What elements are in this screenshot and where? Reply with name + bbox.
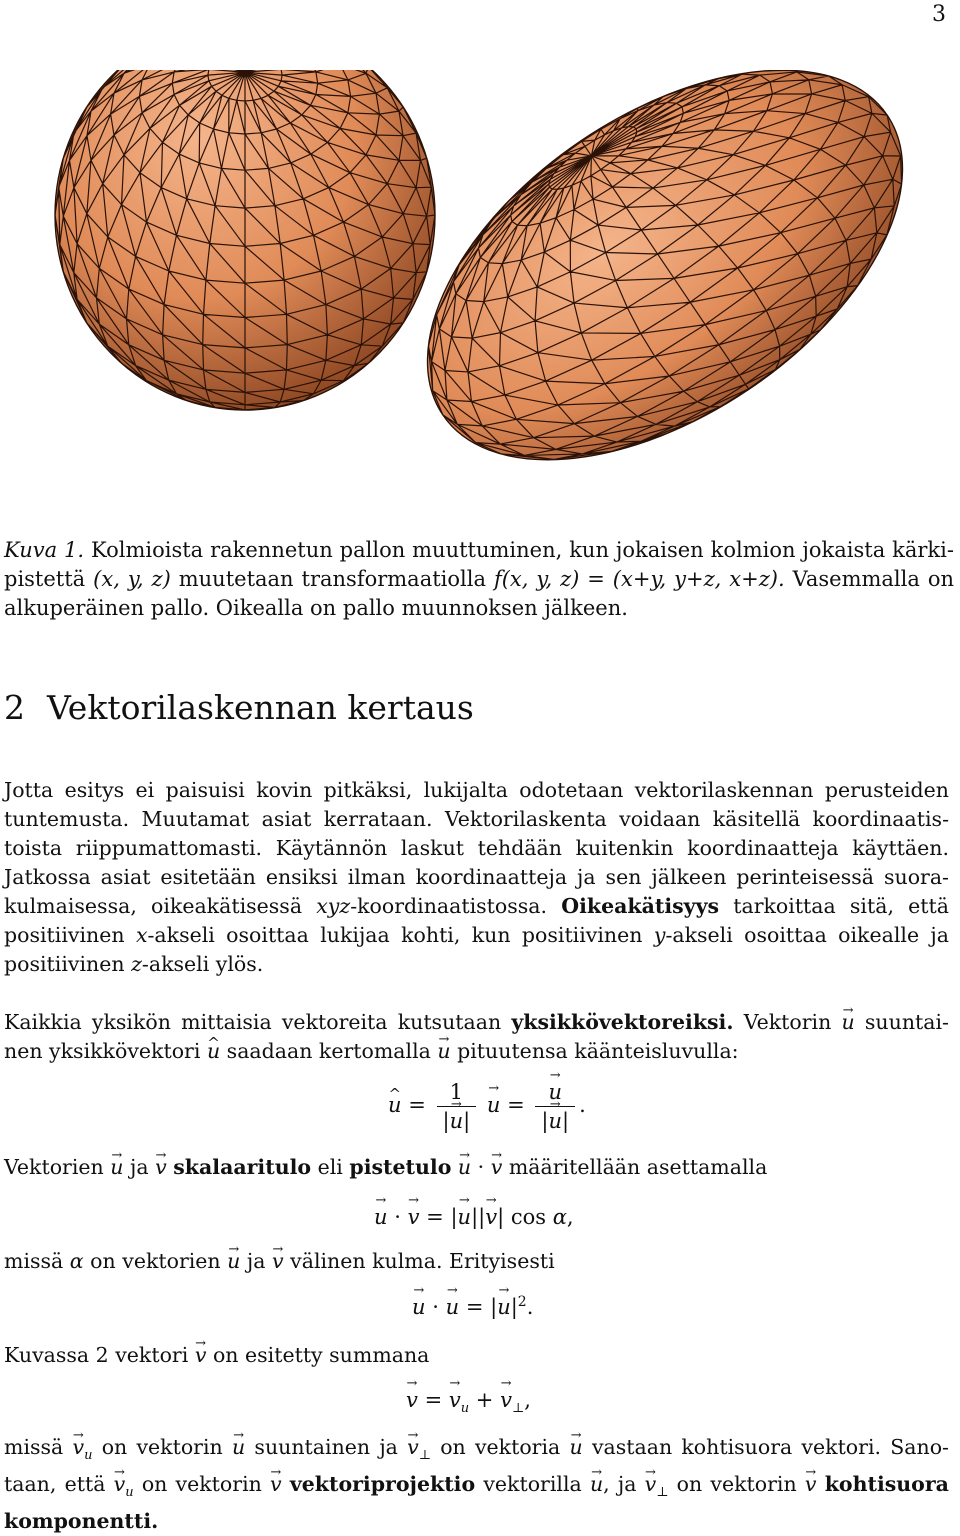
caption-text: muutetaan transformaatiolla — [178, 567, 486, 591]
alpha: α — [69, 1249, 84, 1273]
original-sphere — [55, 70, 435, 410]
equation-unit-vector — [388, 1080, 586, 1133]
caption-math: (x, y, z) — [93, 567, 171, 591]
text: vektorilla — [483, 1472, 582, 1497]
text: suuntainen ja — [254, 1435, 398, 1459]
vector-v: → v — [407, 1433, 419, 1462]
text: missä — [4, 1249, 64, 1273]
period: . — [526, 1295, 534, 1319]
text: on vektorin — [101, 1435, 223, 1459]
dot-operator: · — [477, 1155, 485, 1179]
vector-u: → u — [412, 1295, 426, 1319]
subscript-perp: ⊥ — [511, 1401, 525, 1417]
denominator: |→ u| — [437, 1106, 477, 1133]
plus: + — [475, 1388, 494, 1412]
vector-v: → v — [500, 1388, 512, 1412]
vector-u: → u — [842, 1008, 855, 1037]
equation-decomposition — [406, 1388, 531, 1416]
text: välinen kulma. Erityisesti — [290, 1249, 555, 1273]
term-bold: yksikkövektoreiksi. — [511, 1010, 734, 1034]
subscript-u: u — [460, 1401, 470, 1417]
figure-sphere-and-ellipsoid — [0, 70, 960, 510]
text: -akseli osoittaa oikealle ja positiivinen — [4, 923, 949, 976]
section-heading — [4, 688, 474, 727]
mesh-lines — [55, 70, 435, 410]
text: -koordinaatistossa. — [350, 894, 548, 918]
comma: , — [566, 1205, 574, 1229]
text: , ja — [603, 1472, 637, 1497]
dot-operator: · — [394, 1205, 401, 1229]
unit-vector-u-hat: ^ u — [207, 1037, 220, 1066]
paragraph-angle — [4, 1247, 949, 1276]
text: vastaan kohtisuora vektori. Sano-taan, että — [4, 1435, 949, 1497]
period: . — [579, 1093, 586, 1117]
vector-v: → v — [805, 1470, 817, 1499]
text: on vektorin — [141, 1472, 262, 1497]
vector-v: → v — [491, 1153, 503, 1182]
text: on vektoria — [440, 1435, 561, 1459]
text: suuntai-nen yksikkövektori — [4, 1010, 949, 1063]
vector-u: → u — [227, 1247, 240, 1276]
text: Vektorien — [4, 1155, 104, 1179]
caption-label: Kuva 1. — [4, 538, 85, 562]
subscript-u: u — [125, 1485, 134, 1501]
section-number: 2 — [4, 688, 25, 727]
paragraph-sum — [4, 1341, 949, 1370]
vector-v: → v — [155, 1153, 167, 1182]
paragraph-intro — [4, 776, 949, 979]
vector-u: → u — [232, 1433, 245, 1462]
transformed-ellipsoid — [359, 70, 960, 510]
math: x — [135, 923, 148, 947]
vector-v: → v — [114, 1470, 126, 1499]
vector-u: → u — [446, 1295, 460, 1319]
text: missä — [4, 1435, 64, 1459]
text: on vektorien — [90, 1249, 221, 1273]
text: Vektorin — [743, 1010, 832, 1034]
math: y — [653, 923, 666, 947]
text: ja — [130, 1155, 149, 1179]
vector-v: → v — [73, 1433, 85, 1462]
subscript-u: u — [84, 1448, 93, 1464]
term-bold: vektoriprojektio — [289, 1472, 476, 1497]
alpha: α — [552, 1205, 567, 1229]
figure-canvas — [0, 70, 960, 510]
text: Jotta esitys ei paisuisi kovin pitkäksi, lukijalta odotetaan vektorilaskennan perusteiden tuntemusta. Muutamat asiat kerrataan. Vektorilaskenta voidaan käsitellä koordinaatis-toista riippumattomasti. Käytännön laskut tehdään kuitenkin koordinaatteja käyttäen. Jatkossa asiat esitetään ensiksi ilman koordinaatteja ja sen jälkeen perinteisessä suora-kulmaisessa, oikeakätisessä — [4, 778, 949, 918]
equation-norm-squared: → u · → u = |→ $u|^2$. — [412, 1294, 533, 1319]
text: tarkoittaa sitä, että positiivinen — [4, 894, 949, 947]
term-bold: skalaaritulo — [173, 1155, 312, 1179]
subscript-perp: ⊥ — [656, 1485, 669, 1501]
vector-u: → u — [590, 1470, 603, 1499]
text: on vektorin — [676, 1472, 797, 1497]
vector-v: → v — [272, 1247, 284, 1276]
fraction — [437, 1080, 477, 1133]
comma: , — [524, 1388, 531, 1412]
caption-text: Vasemmalla on alkuperäinen pallo. Oikealla on pallo muunnoksen jälkeen. — [4, 567, 954, 620]
caption-math: f(x, y, z) = (x+y, y+z, x+z). — [493, 567, 785, 591]
vector-u: → u — [450, 1109, 464, 1133]
denominator: |→ u| — [535, 1106, 575, 1133]
vector-v: → v — [485, 1205, 497, 1229]
vector-v: → v — [195, 1341, 207, 1370]
vector-v: → v — [645, 1470, 657, 1499]
cos: cos — [510, 1205, 547, 1229]
math: xyz — [316, 894, 351, 918]
equals: = — [426, 1205, 444, 1229]
equals: = — [507, 1093, 525, 1117]
equals: = — [424, 1388, 443, 1412]
equals: = — [465, 1295, 484, 1319]
text: Kuvassa 2 vektori — [4, 1343, 189, 1367]
text: ja — [246, 1249, 266, 1273]
vector-u: → u — [110, 1153, 123, 1182]
vector-u: → u — [548, 1080, 562, 1104]
subscript-perp: ⊥ — [418, 1448, 431, 1464]
text: -akseli osoittaa lukijaa kohti, kun positiivinen — [147, 923, 643, 947]
term-bold: kohtisuora komponentti. — [4, 1472, 949, 1534]
vector-u: → u — [570, 1433, 583, 1462]
math: z — [131, 952, 142, 976]
vector-u: → u — [487, 1093, 501, 1117]
text: on esitetty summana — [212, 1343, 430, 1367]
vector-u: → u — [437, 1037, 450, 1066]
paragraph-unit-vector — [4, 1008, 949, 1066]
term-bold: pistetulo — [349, 1155, 452, 1179]
text: määritellään asettamalla — [508, 1155, 768, 1179]
paragraph-dot-product — [4, 1153, 949, 1182]
page-number: 3 — [932, 2, 946, 27]
vector-u: → u — [548, 1109, 562, 1133]
term-bold: Oikeakätisyys — [561, 894, 720, 918]
text: saadaan kertomalla — [226, 1039, 431, 1063]
fraction — [535, 1080, 575, 1133]
vector-u: → u — [374, 1205, 388, 1229]
text: eli — [317, 1155, 343, 1179]
text: Kaikkia yksikön mittaisia vektoreita kutsutaan — [4, 1010, 502, 1034]
dot-operator: · — [432, 1295, 439, 1319]
vector-v: → v — [408, 1205, 420, 1229]
exponent: 2 — [517, 1294, 527, 1310]
vector-v: → v — [406, 1388, 418, 1412]
section-title: Vektorilaskennan kertaus — [47, 688, 474, 727]
numerator: 1 — [449, 1080, 464, 1104]
vector-v: → v — [270, 1470, 282, 1499]
figure-caption — [4, 536, 954, 623]
paragraph-projection — [4, 1433, 949, 1536]
vector-v: → v — [449, 1388, 461, 1412]
text: -akseli ylös. — [141, 952, 264, 976]
equation-dot-product: → u · → v = |→ u||→ v| cos α, — [374, 1205, 574, 1229]
vector-u: → u — [458, 1153, 471, 1182]
equals: = — [408, 1093, 426, 1117]
vector-u: → u — [458, 1205, 472, 1229]
caption-text: Kolmioista rakennetun pallon muuttuminen, kun jokaisen kolmion jokaista kärki-pistettä — [4, 538, 954, 591]
vector-u: → u — [497, 1295, 511, 1319]
text: pituutensa käänteisluvulla: — [457, 1039, 739, 1063]
unit-vector-u-hat: ^ u — [388, 1093, 402, 1117]
